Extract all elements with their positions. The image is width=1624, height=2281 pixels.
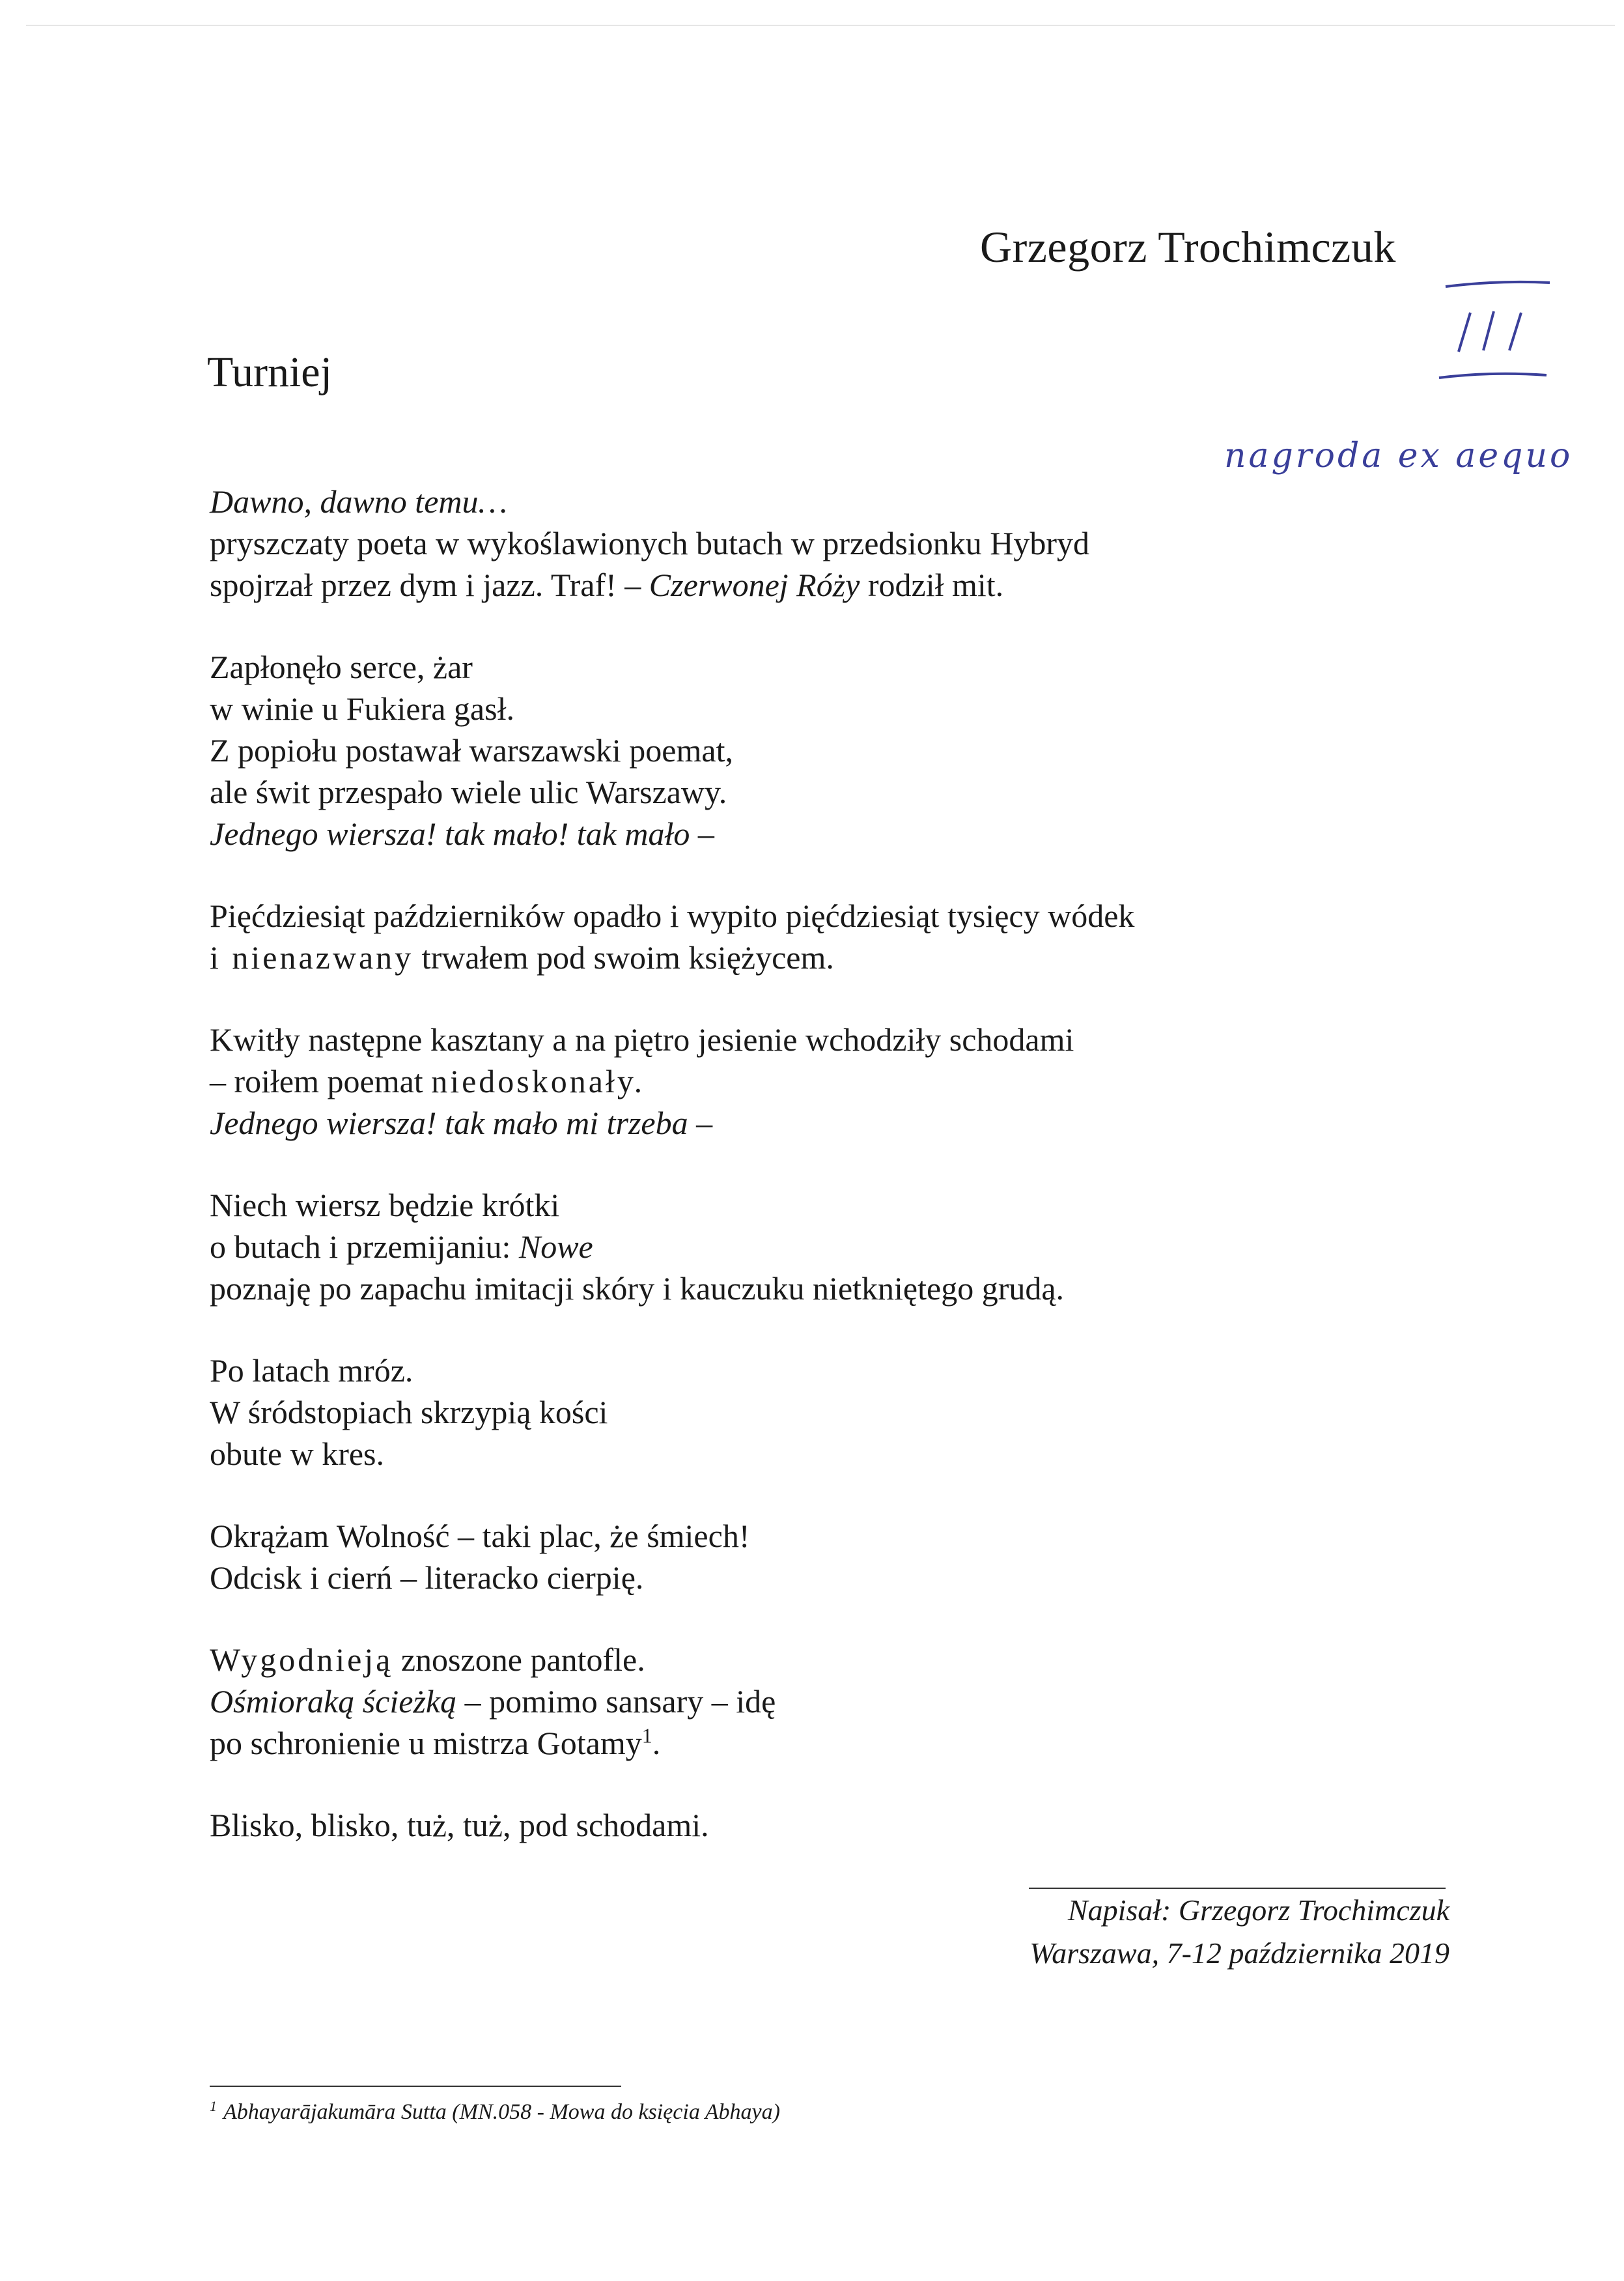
scan-edge [26, 25, 1615, 26]
stanza [210, 1639, 1330, 1764]
poem-line [210, 1680, 1330, 1722]
poem-line-segment: niedoskonały. [431, 1063, 645, 1099]
poem-line: Z popiołu postawał warszawski poemat, [210, 732, 733, 769]
poem-body [210, 481, 1330, 1886]
stanza [210, 646, 1330, 855]
poem-line-segment: – pomimo sansary – idę [456, 1683, 776, 1720]
poem-title: Turniej [207, 348, 332, 396]
poem-line: Jednego wiersza! tak mało mi trzeba – [210, 1105, 713, 1141]
poem-line: Dawno, dawno temu… [210, 483, 507, 520]
poem-line: Jednego wiersza! tak mało! tak mało – [210, 815, 714, 852]
poem-line [210, 1060, 1330, 1102]
poem-line-segment: – roiłem poemat [210, 1063, 432, 1099]
poem-line: Niech wiersz będzie krótki [210, 1187, 560, 1223]
stanza [210, 1184, 1330, 1309]
footnote-text: Abhayarājakumāra Sutta (MN.058 - Mowa do księcia Abhaya) [223, 2100, 780, 2124]
stanza [210, 481, 1330, 606]
poem-line-segment: Nowe [518, 1228, 593, 1265]
poem-line [210, 1226, 1330, 1268]
poem-line: Odcisk i cierń – literacko cierpię. [210, 1559, 644, 1596]
poem-line-segment: Czerwonej Róży [649, 567, 860, 603]
poem-line [210, 937, 1330, 978]
footnote-mark: 1 [210, 2097, 217, 2114]
poem-line-segment: Wygodnieją [210, 1641, 393, 1678]
poem-line: ale świt przespało wiele ulic Warszawy. [210, 774, 727, 810]
footnote-rule [210, 2086, 621, 2087]
poem-line-segment: o butach i przemijaniu: [210, 1228, 519, 1265]
poem-line [210, 564, 1330, 606]
poem-line: poznaję po zapachu imitacji skóry i kauczuku nietkniętego grudą. [210, 1270, 1065, 1307]
stanza [210, 895, 1330, 978]
poem-line-segment: po schronienie u mistrza Gotamy [210, 1725, 642, 1761]
poem-line: Kwitły następne kasztany a na piętro jesienie wchodziły schodami [210, 1021, 1074, 1058]
poem-line: Okrążam Wolność – taki plac, że śmiech! [210, 1518, 750, 1554]
poem-line: obute w kres. [210, 1436, 384, 1472]
stanza [210, 1804, 1330, 1846]
poem-line: Pięćdziesiąt październików opadło i wypito pięćdziesiąt tysięcy wódek [210, 898, 1135, 934]
poem-line: w winie u Fukiera gasł. [210, 690, 514, 727]
poem-line [210, 1639, 1330, 1680]
poem-line-segment: trwałem pod swoim księżycem. [413, 939, 834, 976]
stanza [210, 1350, 1330, 1475]
poem-line: pryszczaty poeta w wykoślawionych butach w przedsionku Hybryd [210, 525, 1090, 561]
signature-place-date: Warszawa, 7-12 października 2019 [1029, 1936, 1449, 1970]
stanza [210, 1019, 1330, 1144]
poem-line-segment: . [652, 1725, 661, 1761]
poem-line-segment: spojrzał przez dym i jazz. Traf! – [210, 567, 649, 603]
handwritten-note: nagroda ex aequo [1224, 436, 1573, 475]
poem-line: Zapłonęło serce, żar [210, 649, 473, 685]
poem-line-segment: rodził mit. [860, 567, 1004, 603]
poem-line: Blisko, blisko, tuż, tuż, pod schodami. [210, 1807, 709, 1843]
signature-block [1029, 1889, 1449, 1975]
poem-line-segment: Ośmioraką ścieżką [210, 1683, 457, 1720]
footnote [210, 2097, 780, 2127]
poem-line-segment: znoszone pantofle. [393, 1641, 645, 1678]
poem-line [210, 1722, 1330, 1764]
poem-line-segment: i nienazwany [210, 939, 414, 976]
handwritten-mark [1433, 274, 1563, 391]
footnote-reference: 1 [641, 1723, 652, 1748]
stanza [210, 1515, 1330, 1598]
author-name: Grzegorz Trochimczuk [980, 222, 1396, 272]
signature-author: Napisał: Grzegorz Trochimczuk [1067, 1893, 1449, 1927]
poem-line: W śródstopiach skrzypią kości [210, 1394, 608, 1430]
poem-line: Po latach mróz. [210, 1352, 413, 1389]
